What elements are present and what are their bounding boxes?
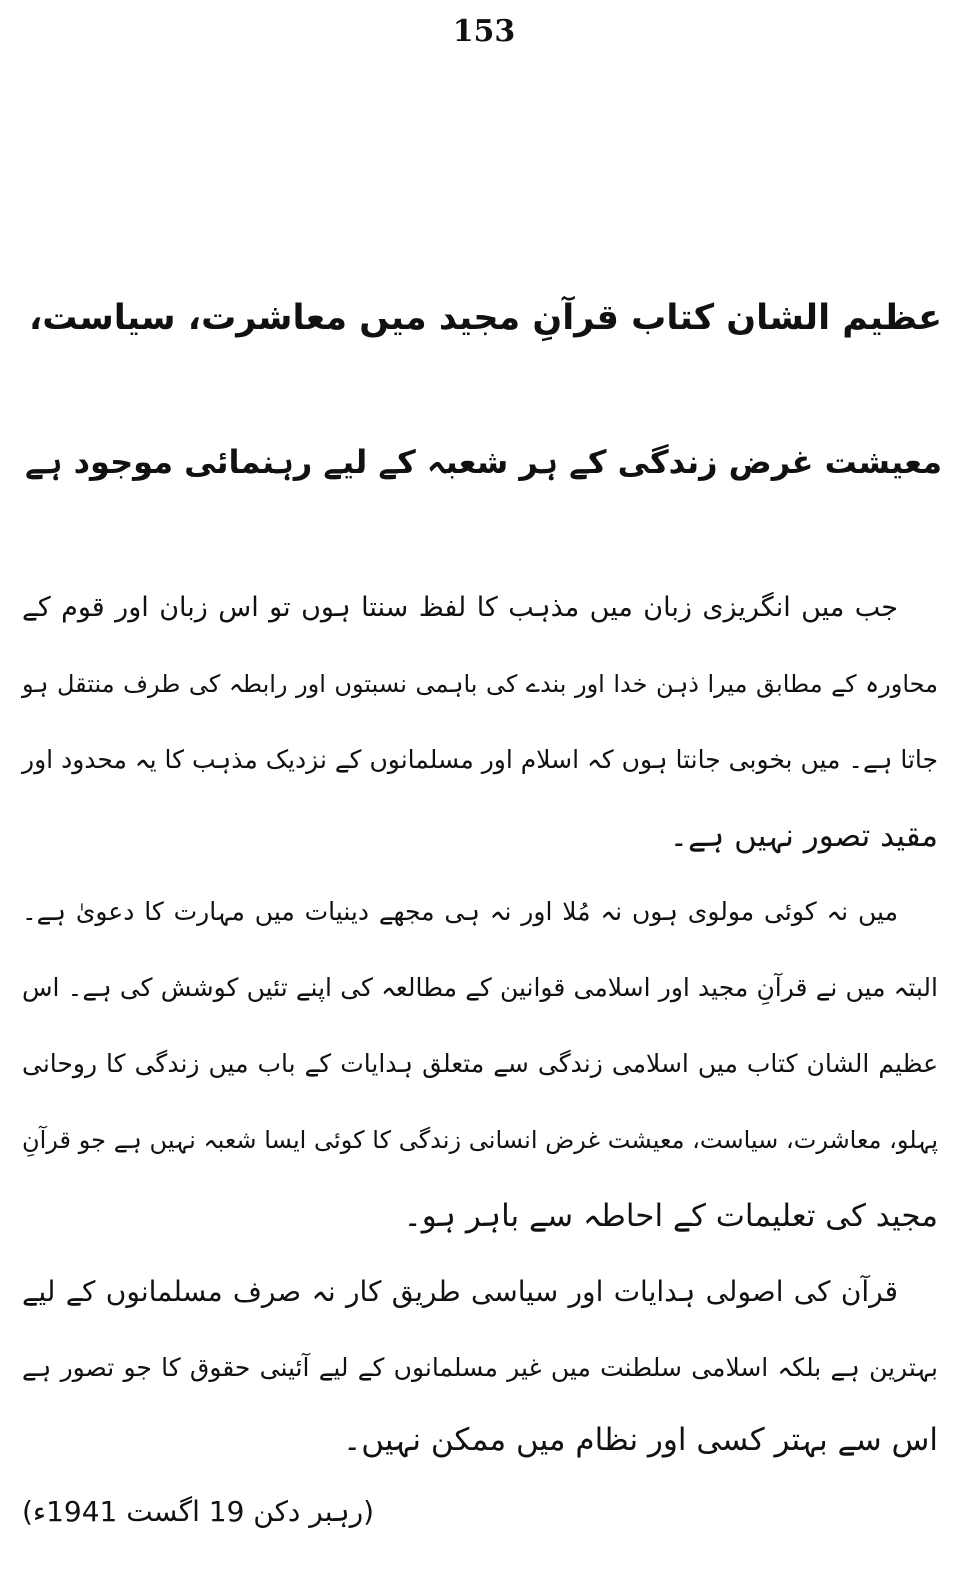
body-line-5: میں نہ کوئی مولوی ہوں نہ مُلا اور نہ ہی مجھے دینیات میں مہارت کا دعویٰ ہے۔ — [22, 897, 898, 926]
body-line-11: بہترین ہے بلکہ اسلامی سلطنت میں غیر مسلمانوں کے لیے آئینی حقوق کا جو تصور ہے — [22, 1353, 938, 1382]
body-line-2: محاورہ کے مطابق میرا ذہن خدا اور بندے کی باہمی نسبتوں اور رابطہ کی طرف منتقل ہو — [22, 670, 938, 698]
source-citation: (رہبر دکن 19 اگست 1941ء) — [22, 1495, 375, 1528]
body-line-9: مجید کی تعلیمات کے احاطہ سے باہر ہو۔ — [403, 1198, 938, 1234]
body-line-10: قرآن کی اصولی ہدایات اور سیاسی طریق کار نہ صرف مسلمانوں کے لیے — [22, 1275, 898, 1308]
page-number: 153 — [452, 14, 516, 49]
body-line-6: البتہ میں نے قرآنِ مجید اور اسلامی قوانین کے مطالعہ کی اپنے تئیں کوشش کی ہے۔ اس — [22, 973, 938, 1002]
body-line-8: پہلو، معاشرت، سیاست، معیشت غرض انسانی زندگی کا کوئی ایسا شعبہ نہیں ہے جو قرآنِ — [22, 1126, 938, 1154]
body-line-4: مقید تصور نہیں ہے۔ — [669, 818, 938, 854]
body-line-1: جب میں انگریزی زبان میں مذہب کا لفظ سنتا ہوں تو اس زبان اور قوم کے — [22, 592, 898, 623]
heading-line-1: عظیم الشان کتاب قرآنِ مجید میں معاشرت، سیاست، — [28, 298, 942, 338]
body-line-12: اس سے بہتر کسی اور نظام میں ممکن نہیں۔ — [343, 1422, 938, 1458]
body-line-3: جاتا ہے۔ میں بخوبی جانتا ہوں کہ اسلام اور مسلمانوں کے نزدیک مذہب کا یہ محدود اور — [22, 745, 938, 774]
body-line-7: عظیم الشان کتاب میں اسلامی زندگی سے متعلق ہدایات کے باب میں زندگی کا روحانی — [22, 1049, 938, 1078]
heading-line-2: معیشت غرض زندگی کے ہر شعبہ کے لیے رہنمائی موجود ہے — [24, 443, 942, 481]
